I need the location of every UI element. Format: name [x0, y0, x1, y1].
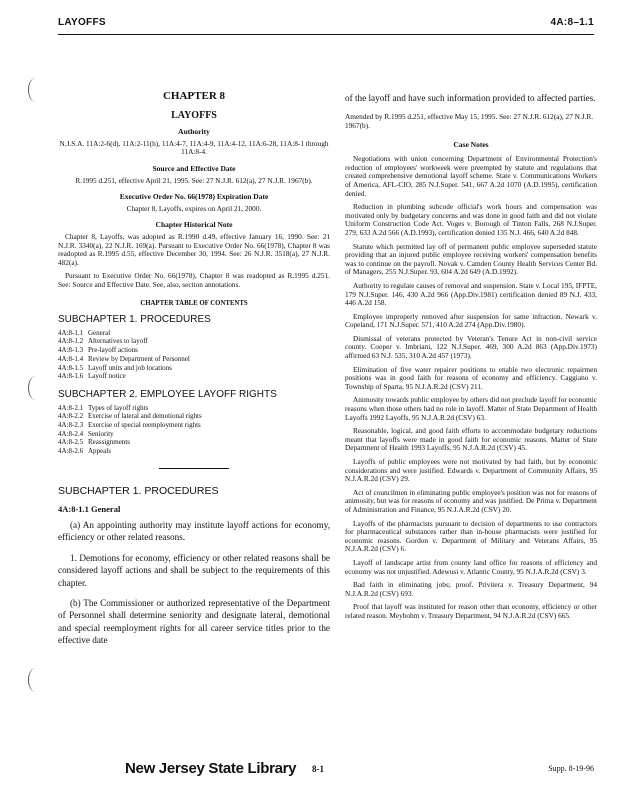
executive-order-text: Chapter 8, Layoffs, expires on April 21, 2000. — [126, 203, 262, 213]
toc-entry[interactable] — [58, 438, 330, 447]
toc-entry-number: 4A:8-1.3 — [58, 346, 84, 355]
case-note: Act of councilmen in eliminating public employee's position was not for reasons of animosity, but was for reasons of economy and was justified. De Prima v. Department of Administration and Finance, 95 N.J.A.R.2d (CSV) 20. — [345, 487, 597, 514]
case-note: Layoffs of the pharmacists pursuant to decision of departments to use contractors for pharmaceutical substances rather than in-house pharmacists were justified for economic reasons. Gordon v. Department of Military and Veterans Affairs, 95 N.J.A.R.2d (CSV) 6. — [345, 518, 597, 554]
toc-entry[interactable] — [58, 447, 330, 456]
rule-paragraph-b: (b) The Commissioner or authorized representative of the Department of Personnel shall determine seniority and designate lateral, demotional and special reemployment rights for all career service titles prior to the effective date — [58, 597, 330, 646]
section-divider — [159, 468, 229, 469]
toc-entry-title: General — [88, 328, 111, 337]
toc-entry-title: Layoff notice — [88, 372, 126, 381]
running-header — [58, 16, 594, 35]
chapter-title: LAYOFFS — [171, 109, 217, 121]
historical-note-paragraph: Chapter 8, Layoffs, was adopted as R.1990 d.49, effective January 16, 1990. See: 21 N.J.R. 3340(a), 22 N.J.R. 169(a). Pursuant to Executive Order No. 66(1978), Chapter 8 was readopted as R.1995 d.55, effective December 30, 1994. See: 26 N.J.R. 3518(a), 27 N.J.R. 482(a). — [58, 231, 330, 267]
toc-entry[interactable] — [58, 355, 330, 364]
case-note: Proof that layoff was instituted for reason other than economy, efficiency or other related reason. Meybohm v. Treasury Department, 94 N.J.A.R.2d (CSV) 665. — [345, 602, 597, 620]
toc-entry-number: 4A:8-1.4 — [58, 354, 84, 363]
rule-paragraph-a: (a) An appointing authority may institute layoff actions for economy, efficiency or other related reasons. — [58, 519, 330, 543]
authority-text: N.J.S.A. 11A:2-6(d), 11A:2-11(h), 11A:4-7, 11A:4-9, 11A:4-12, 11A:6-28, 11A:8-1 through 11A:8-4. — [59, 138, 329, 157]
table-of-contents-title: CHAPTER TABLE OF CONTENTS — [140, 299, 248, 307]
toc-entry-number: 4A:8-2.1 — [58, 403, 84, 412]
toc-entry-number: 4A:8-1.5 — [58, 363, 84, 372]
executive-order-heading: Executive Order No. 66(1978) Expiration Date — [119, 192, 269, 202]
toc-entry-number: 4A:8-1.2 — [58, 337, 84, 346]
supplement-date: Supp. 8-19-96 — [548, 764, 594, 773]
toc-list-subchapter-2 — [58, 404, 330, 456]
toc-entry-title: Reassignments — [88, 438, 130, 447]
case-note: Layoff of landscape artist from county land office for reasons of efficiency and economy was not unjustified. Adewusi v. Atlantic County, 95 N.J.A.R.2d (CSV) 3. — [345, 557, 597, 576]
toc-entry-number: 4A:8-2.2 — [58, 412, 84, 421]
toc-entry-number: 4A:8-2.6 — [58, 447, 84, 456]
toc-entry-title: Seniority — [88, 429, 114, 438]
toc-entry-title: Pre-layoff actions — [88, 346, 138, 355]
case-notes-heading: Case Notes — [453, 139, 489, 149]
header-chapter-title: LAYOFFS — [58, 17, 106, 28]
toc-entry-title: Appeals — [88, 447, 111, 456]
case-note: Reasonable, logical, and good faith efforts to accommodate budgetary reductions meant that layoffs were made in good faith for economic reasons. Matter of State Department of Health 1993 Layoffs, 95 N.J.A.R.2d (CSV) 45. — [345, 426, 597, 453]
case-note: Animosity towards public employee by others did not preclude layoff for economic reasons when those others had no role in layoff. Matter of State Department of Health Layoffs 1992 Layoffs, 95 N.J.A.R.2d (CSV) 63. — [345, 395, 597, 422]
rule-paragraph-a1: 1. Demotions for economy, efficiency or other related reasons shall be considered layoff actions and shall be subject to the requirements of this chapter. — [58, 552, 330, 588]
chapter-number: CHAPTER 8 — [162, 90, 226, 102]
toc-entry[interactable] — [58, 337, 330, 346]
case-note: Reduction in plumbing subcode official's work hours and compensation was motivated only by budgetary concerns and was done in good faith and did not violate Uniform Construction Code Act. Voges v. Borough of Tinton Falls, 268 N.J.Super. 279, 633 A.2d 566 (A.D.1993), certification denied 135 N.J. 466, 640 A.2d 848. — [345, 202, 597, 237]
toc-entry-title: Types of layoff rights — [88, 403, 149, 412]
toc-list-subchapter-1 — [58, 329, 330, 381]
toc-entry-number: 4A:8-1.1 — [58, 328, 84, 337]
page-number: 8-1 — [312, 764, 324, 774]
toc-entry-number: 4A:8-2.3 — [58, 420, 84, 429]
source-heading: Source and Effective Date — [152, 163, 236, 173]
toc-entry-title: Review by Department of Personnel — [88, 354, 190, 363]
toc-subchapter-1: SUBCHAPTER 1. PROCEDURES — [58, 314, 211, 326]
toc-entry-number: 4A:8-1.6 — [58, 372, 84, 381]
source-text: R.1995 d.251, effective April 21, 1995. See: 27 N.J.R. 612(a), 27 N.J.R. 1967(b). — [75, 175, 313, 185]
toc-entry-number: 4A:8-2.4 — [58, 429, 84, 438]
historical-note-paragraph: Pursuant to Executive Order No. 66(1978), Chapter 8 was readopted as R.1995 d.251. See: Source and Effective Date. See, also, section annotations. — [58, 271, 330, 289]
rule-paragraph-b-continued: of the layoff and have such information provided to affected parties. — [345, 93, 596, 103]
case-note: Layoffs of public employees were not motivated by bad faith, but by economic considerations and were justified. Edwards v. Department of Community Affairs, 95 N.J.A.R.2d (CSV) 29. — [345, 457, 597, 484]
library-watermark-logo: New Jersey State Library — [125, 760, 297, 777]
case-note: Authority to regulate causes of removal and suspension. State v. Local 195, IFPTE, 179 N.J.Super. 146, 430 A.2d 966 (App.Div.1981) certification denied 89 N.J. 433, 446 A.2d 158. — [345, 280, 597, 308]
historical-note-heading: Chapter Historical Note — [155, 220, 233, 230]
case-note: Dismissal of veterans protected by Veteran's Tenure Act in non-civil service county. Cooper v. Imbriani, 122 N.J.Super. 469, 300 A.2d 863 (App.Div.1973) affirmed 63 N.J. 535, 310 A.2d 457 (1973). — [345, 333, 597, 361]
toc-entry[interactable] — [58, 364, 330, 373]
header-section-number: 4A:8–1.1 — [550, 17, 594, 28]
toc-entry-title: Alternatives to layoff — [88, 337, 148, 346]
toc-entry[interactable] — [58, 430, 330, 439]
binder-hole-mark — [28, 668, 43, 692]
case-note: Bad faith in eliminating jobs; proof. Privitera v. Treasury Department, 94 N.J.A.R.2d (CSV) 693. — [345, 580, 597, 598]
toc-entry-number: 4A:8-2.5 — [58, 438, 84, 447]
right-column — [345, 92, 597, 626]
case-note: Employee improperly removed after suspension for same infraction. Newark v. Copeland, 171 N.J.Super. 571, 410 A.2d 274 (App.Div.1980). — [345, 311, 597, 330]
case-note: Elimination of five water repairer positions to enable two electronic repairmen positions was in good faith for reasons of economy and efficiency. Caggiano v. Township of Sparta, 95 N.J.A.R.2d (CSV) 211. — [345, 364, 597, 391]
case-note: Negotiations with union concerning Department of Environmental Protection's reduction of employees' workweek were preempted by statute and regulations that created comprehensive demotional layoff scheme. State v. Communications Workers of America, AFL-CIO, 285 N.J.Super. 541, 667 A.2d 1070 (A.D.1995), certification denied. — [345, 154, 597, 198]
toc-entry-title: Layoff units and job locations — [88, 363, 172, 372]
amendment-note: Amended by R.1995 d.251, effective May 15, 1995. See: 27 N.J.R. 612(a), 27 N.J.R. 1967(b). — [345, 112, 594, 130]
toc-entry[interactable] — [58, 421, 330, 430]
toc-entry[interactable] — [58, 412, 330, 421]
binder-hole-mark — [28, 78, 43, 102]
toc-subchapter-2: SUBCHAPTER 2. EMPLOYEE LAYOFF RIGHTS — [58, 388, 277, 400]
toc-entry[interactable] — [58, 346, 330, 355]
toc-entry[interactable] — [58, 372, 330, 381]
binder-hole-mark — [28, 376, 43, 400]
case-note: Statute which permitted lay off of permanent public employee superseded statute providing that an injured public employee receiving workers' compensation benefits was to continue on the payroll. Novak v. Camden County Health Services Center Bd. of Managers, 255 N.J.Super. 93, 604 A.2d 649 (A.D.1992). — [345, 241, 597, 277]
toc-entry-title: Exercise of special reemployment rights — [88, 420, 201, 429]
toc-entry[interactable] — [58, 329, 330, 338]
left-column — [58, 92, 330, 655]
section-heading: 4A:8-1.1 General — [58, 504, 121, 515]
toc-entry[interactable] — [58, 404, 330, 413]
toc-entry-title: Exercise of lateral and demotional rights — [88, 412, 202, 421]
authority-heading: Authority — [178, 127, 210, 137]
subchapter-heading: SUBCHAPTER 1. PROCEDURES — [58, 484, 219, 497]
